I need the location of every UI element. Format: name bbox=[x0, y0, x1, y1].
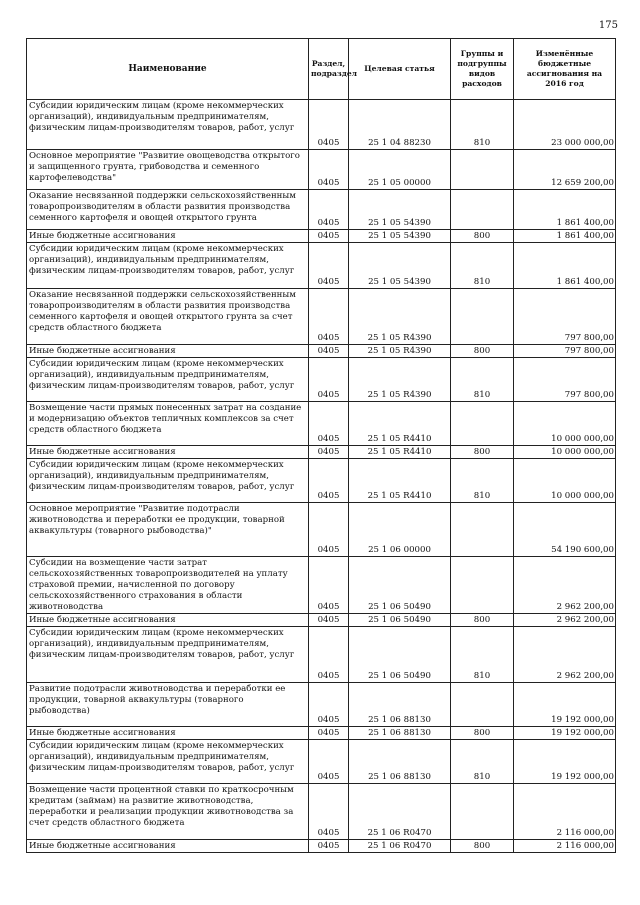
table-row bbox=[27, 358, 616, 402]
cell-target: 25 1 06 88130 bbox=[349, 740, 451, 784]
cell-group bbox=[451, 402, 514, 446]
cell-target: 25 1 05 R4390 bbox=[349, 345, 451, 358]
cell-section: 0405 bbox=[309, 100, 349, 150]
header-target: Целевая статья bbox=[349, 39, 451, 100]
cell-amount: 2 962 200,00 bbox=[514, 557, 616, 614]
cell-group bbox=[451, 190, 514, 230]
cell-section: 0405 bbox=[309, 683, 349, 727]
table-row bbox=[27, 243, 616, 289]
cell-name: Возмещение части прямых понесенных затрат на создание и модернизацию объектов тепличных комплексов за счет средств областного бюджета bbox=[27, 402, 309, 446]
table-row bbox=[27, 557, 616, 614]
cell-group: 810 bbox=[451, 358, 514, 402]
header-section: Раздел, подраздел bbox=[309, 39, 349, 100]
cell-target: 25 1 06 R0470 bbox=[349, 840, 451, 853]
cell-name: Оказание несвязанной поддержки сельскохозяйственным товаропроизводителям в области развития производства семенного картофеля и овощей открытого грунта bbox=[27, 190, 309, 230]
cell-section: 0405 bbox=[309, 727, 349, 740]
cell-group bbox=[451, 557, 514, 614]
table-row bbox=[27, 150, 616, 190]
cell-amount: 19 192 000,00 bbox=[514, 727, 616, 740]
cell-section: 0405 bbox=[309, 557, 349, 614]
cell-target: 25 1 05 54390 bbox=[349, 190, 451, 230]
cell-name: Основное мероприятие "Развитие подотрасли животноводства и переработки ее продукции, товарной аквакультуры (товарного рыбоводства)" bbox=[27, 503, 309, 557]
cell-target: 25 1 06 50490 bbox=[349, 627, 451, 683]
cell-target: 25 1 06 00000 bbox=[349, 503, 451, 557]
cell-target: 25 1 05 54390 bbox=[349, 230, 451, 243]
cell-target: 25 1 05 54390 bbox=[349, 243, 451, 289]
cell-amount: 2 116 000,00 bbox=[514, 840, 616, 853]
cell-name: Иные бюджетные ассигнования bbox=[27, 727, 309, 740]
table-row bbox=[27, 190, 616, 230]
cell-name: Иные бюджетные ассигнования bbox=[27, 446, 309, 459]
cell-group bbox=[451, 289, 514, 345]
cell-group: 800 bbox=[451, 446, 514, 459]
cell-section: 0405 bbox=[309, 402, 349, 446]
cell-amount: 54 190 600,00 bbox=[514, 503, 616, 557]
cell-group: 800 bbox=[451, 727, 514, 740]
cell-group bbox=[451, 503, 514, 557]
cell-name: Субсидии юридическим лицам (кроме некоммерческих организаций), индивидуальным предпринимателям, физическим лицам-производителям товаров, работ, услуг bbox=[27, 243, 309, 289]
cell-section: 0405 bbox=[309, 459, 349, 503]
table-row bbox=[27, 230, 616, 243]
cell-group: 810 bbox=[451, 740, 514, 784]
cell-section: 0405 bbox=[309, 190, 349, 230]
table-row bbox=[27, 614, 616, 627]
cell-target: 25 1 05 R4410 bbox=[349, 402, 451, 446]
table-row bbox=[27, 345, 616, 358]
cell-target: 25 1 06 50490 bbox=[349, 557, 451, 614]
header-name: Наименование bbox=[27, 39, 309, 100]
cell-amount: 19 192 000,00 bbox=[514, 683, 616, 727]
cell-group: 810 bbox=[451, 100, 514, 150]
cell-section: 0405 bbox=[309, 150, 349, 190]
cell-name: Субсидии юридическим лицам (кроме некоммерческих организаций), индивидуальным предпринимателям, физическим лицам-производителям товаров, работ, услуг bbox=[27, 627, 309, 683]
table-row bbox=[27, 784, 616, 840]
table-row bbox=[27, 503, 616, 557]
table-row bbox=[27, 683, 616, 727]
cell-amount: 1 861 400,00 bbox=[514, 230, 616, 243]
cell-group: 800 bbox=[451, 840, 514, 853]
cell-target: 25 1 04 88230 bbox=[349, 100, 451, 150]
cell-group: 810 bbox=[451, 627, 514, 683]
cell-name: Иные бюджетные ассигнования bbox=[27, 840, 309, 853]
table-row bbox=[27, 446, 616, 459]
cell-target: 25 1 05 R4410 bbox=[349, 459, 451, 503]
cell-amount: 1 861 400,00 bbox=[514, 190, 616, 230]
cell-amount: 1 861 400,00 bbox=[514, 243, 616, 289]
table-row bbox=[27, 402, 616, 446]
cell-amount: 2 962 200,00 bbox=[514, 627, 616, 683]
table-row bbox=[27, 100, 616, 150]
table-row bbox=[27, 627, 616, 683]
cell-section: 0405 bbox=[309, 230, 349, 243]
cell-amount: 797 800,00 bbox=[514, 358, 616, 402]
cell-name: Субсидии юридическим лицам (кроме некоммерческих организаций), индивидуальным предпринимателям, физическим лицам-производителям товаров, работ, услуг bbox=[27, 100, 309, 150]
header-groups: Группы и подгруппы видов расходов bbox=[451, 39, 514, 100]
cell-target: 25 1 05 R4390 bbox=[349, 358, 451, 402]
cell-name: Субсидии юридическим лицам (кроме некоммерческих организаций), индивидуальным предпринимателям, физическим лицам-производителям товаров, работ, услуг bbox=[27, 740, 309, 784]
cell-name: Иные бюджетные ассигнования bbox=[27, 230, 309, 243]
cell-name: Оказание несвязанной поддержки сельскохозяйственным товаропроизводителям в области развития производства семенного картофеля и овощей открытого грунта за счет средств областного бюджета bbox=[27, 289, 309, 345]
table-row bbox=[27, 840, 616, 853]
cell-name: Субсидии юридическим лицам (кроме некоммерческих организаций), индивидуальным предпринимателям, физическим лицам-производителям товаров, работ, услуг bbox=[27, 459, 309, 503]
cell-target: 25 1 06 88130 bbox=[349, 727, 451, 740]
cell-name: Субсидии юридическим лицам (кроме некоммерческих организаций), индивидуальным предпринимателям, физическим лицам-производителям товаров, работ, услуг bbox=[27, 358, 309, 402]
cell-section: 0405 bbox=[309, 358, 349, 402]
cell-section: 0405 bbox=[309, 446, 349, 459]
cell-group: 800 bbox=[451, 230, 514, 243]
cell-target: 25 1 06 88130 bbox=[349, 683, 451, 727]
cell-amount: 23 000 000,00 bbox=[514, 100, 616, 150]
cell-section: 0405 bbox=[309, 345, 349, 358]
cell-group: 810 bbox=[451, 459, 514, 503]
cell-section: 0405 bbox=[309, 627, 349, 683]
cell-target: 25 1 06 50490 bbox=[349, 614, 451, 627]
cell-name: Иные бюджетные ассигнования bbox=[27, 614, 309, 627]
cell-group: 810 bbox=[451, 243, 514, 289]
cell-amount: 19 192 000,00 bbox=[514, 740, 616, 784]
cell-amount: 10 000 000,00 bbox=[514, 459, 616, 503]
table-body bbox=[27, 100, 616, 853]
cell-section: 0405 bbox=[309, 784, 349, 840]
table-row bbox=[27, 740, 616, 784]
cell-target: 25 1 05 00000 bbox=[349, 150, 451, 190]
cell-section: 0405 bbox=[309, 740, 349, 784]
table-row bbox=[27, 727, 616, 740]
cell-target: 25 1 06 R0470 bbox=[349, 784, 451, 840]
cell-target: 25 1 05 R4410 bbox=[349, 446, 451, 459]
cell-section: 0405 bbox=[309, 614, 349, 627]
cell-amount: 10 000 000,00 bbox=[514, 402, 616, 446]
page-number: 175 bbox=[598, 20, 618, 31]
cell-amount: 797 800,00 bbox=[514, 345, 616, 358]
cell-group bbox=[451, 683, 514, 727]
cell-name: Возмещение части процентной ставки по краткосрочным кредитам (займам) на развитие животноводства, переработки и реализации продукции животноводства за счет средств областного бюджета bbox=[27, 784, 309, 840]
cell-name: Субсидии на возмещение части затрат сельскохозяйственных товаропроизводителей на уплату страховой премии, начисленной по договору сельскохозяйственного страхования в области животноводства bbox=[27, 557, 309, 614]
cell-name: Основное мероприятие "Развитие овощеводства открытого и защищенного грунта, грибоводства и семенного картофелеводства" bbox=[27, 150, 309, 190]
table-row bbox=[27, 289, 616, 345]
cell-section: 0405 bbox=[309, 840, 349, 853]
budget-table bbox=[26, 38, 616, 853]
cell-amount: 797 800,00 bbox=[514, 289, 616, 345]
cell-group: 800 bbox=[451, 345, 514, 358]
cell-name: Иные бюджетные ассигнования bbox=[27, 345, 309, 358]
cell-amount: 12 659 200,00 bbox=[514, 150, 616, 190]
cell-group bbox=[451, 150, 514, 190]
cell-name: Развитие подотрасли животноводства и переработки ее продукции, товарной аквакультуры (товарного рыбоводства) bbox=[27, 683, 309, 727]
cell-group: 800 bbox=[451, 614, 514, 627]
cell-amount: 2 116 000,00 bbox=[514, 784, 616, 840]
table-row bbox=[27, 459, 616, 503]
cell-section: 0405 bbox=[309, 243, 349, 289]
table-header-row bbox=[27, 39, 616, 100]
cell-amount: 10 000 000,00 bbox=[514, 446, 616, 459]
cell-group bbox=[451, 784, 514, 840]
cell-section: 0405 bbox=[309, 503, 349, 557]
cell-section: 0405 bbox=[309, 289, 349, 345]
header-amount: Изменённые бюджетные ассигнования на 2016 год bbox=[514, 39, 616, 100]
cell-target: 25 1 05 R4390 bbox=[349, 289, 451, 345]
cell-amount: 2 962 200,00 bbox=[514, 614, 616, 627]
